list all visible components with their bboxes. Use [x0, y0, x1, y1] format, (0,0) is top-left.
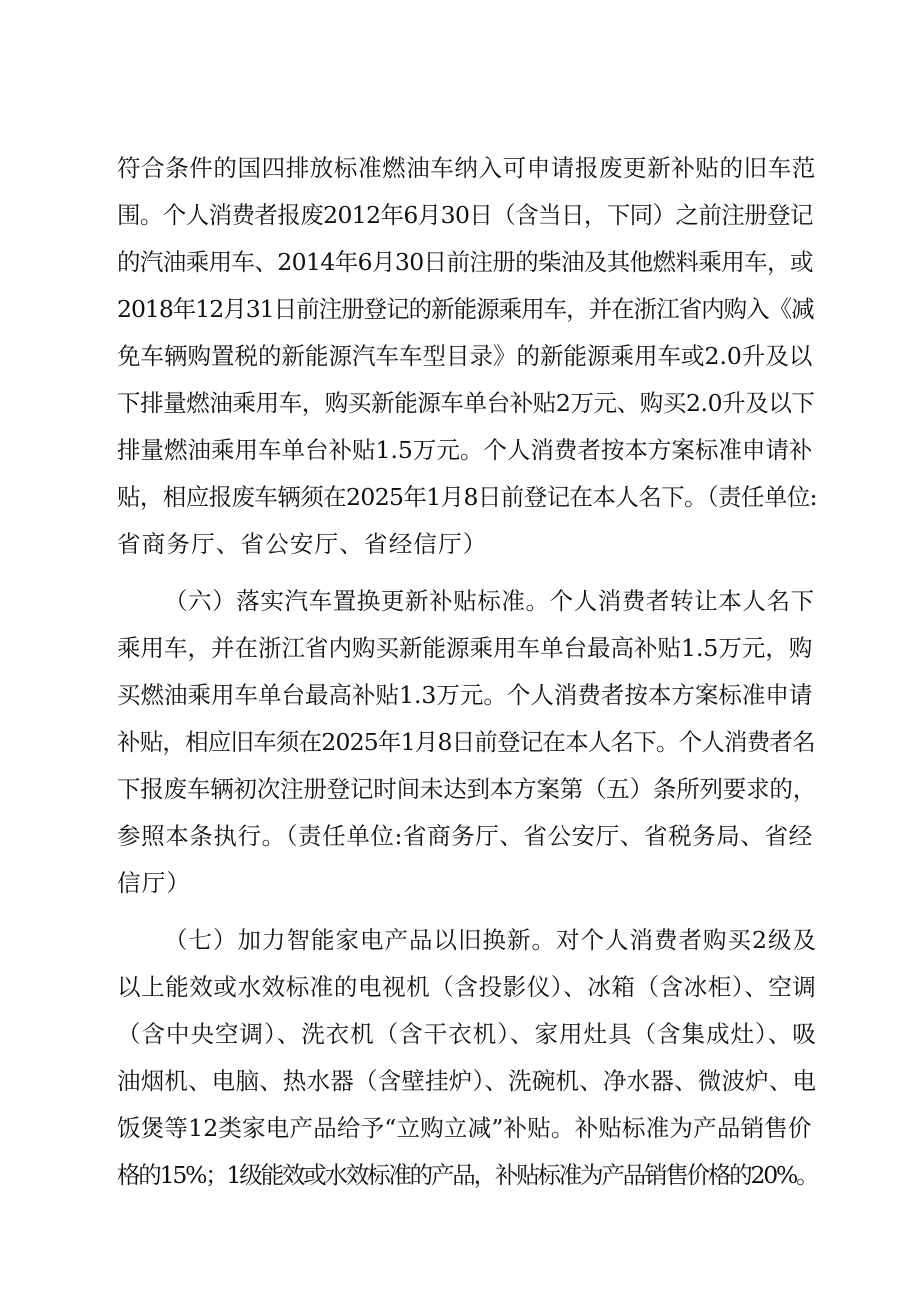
text-line: 饭煲等12类家电产品给予“立购立减”补贴。补贴标准为产品销售价: [117, 1114, 812, 1142]
text-line: 格的15%；1级能效或水效标准的产品，补贴标准为产品销售价格的20%。: [117, 1161, 818, 1189]
paragraph-heading-line: （七）加力智能家电产品以旧换新。对个人消费者购买2级及: [164, 926, 817, 954]
text-line: 符合条件的国四排放标准燃油车纳入可申请报废更新补贴的旧车范: [117, 154, 816, 182]
text-line: 以上能效或水效标准的电视机（含投影仪）、冰箱（含冰柜）、空调: [117, 973, 817, 1001]
text-line: 省商务厅、省公安厅、省经信厅）: [117, 530, 488, 558]
text-line: 的汽油乘用车、2014年6月30日前注册的柴油及其他燃料乘用车，或: [117, 248, 813, 276]
text-line: 油烟机、电脑、热水器（含壁挂炉）、洗碗机、净水器、微波炉、电: [117, 1067, 817, 1095]
text-line: 2018年12月31日前注册登记的新能源乘用车，并在浙江省内购入《减: [117, 295, 814, 323]
text-line: 乘用车，并在浙江省内购买新能源乘用车单台最高补贴1.5万元，购: [117, 634, 813, 662]
text-line: 贴，相应报废车辆须在2025年1月8日前登记在本人名下。（责任单位:: [117, 483, 817, 511]
text-line: 下排量燃油乘用车，购买新能源车单台补贴2万元、购买2.0升及以下: [117, 389, 815, 417]
text-line: 免车辆购置税的新能源汽车车型目录》的新能源乘用车或2.0升及以: [117, 342, 813, 370]
text-line: 信厅）: [117, 869, 192, 897]
text-line: 买燃油乘用车单台最高补贴1.3万元。个人消费者按本方案标准申请: [117, 681, 813, 709]
text-line: 围。个人消费者报废2012年6月30日（含当日，下同）之前注册登记: [117, 201, 813, 229]
text-line: 排量燃油乘用车单台补贴1.5万元。个人消费者按本方案标准申请补: [117, 436, 813, 464]
text-line: 下报废车辆初次注册登记时间未达到本方案第（五）条所列要求的，: [117, 775, 816, 803]
text-line: 参照本条执行。（责任单位:省商务厅、省公安厅、省税务局、省经: [117, 822, 813, 850]
text-line: （含中央空调）、洗衣机（含干衣机）、家用灶具（含集成灶）、吸: [117, 1020, 817, 1048]
text-line: 补贴，相应旧车须在2025年1月8日前登记在本人名下。个人消费者名: [117, 728, 815, 756]
paragraph-heading-line: （六）落实汽车置换更新补贴标准。个人消费者转让本人名下: [164, 587, 815, 615]
